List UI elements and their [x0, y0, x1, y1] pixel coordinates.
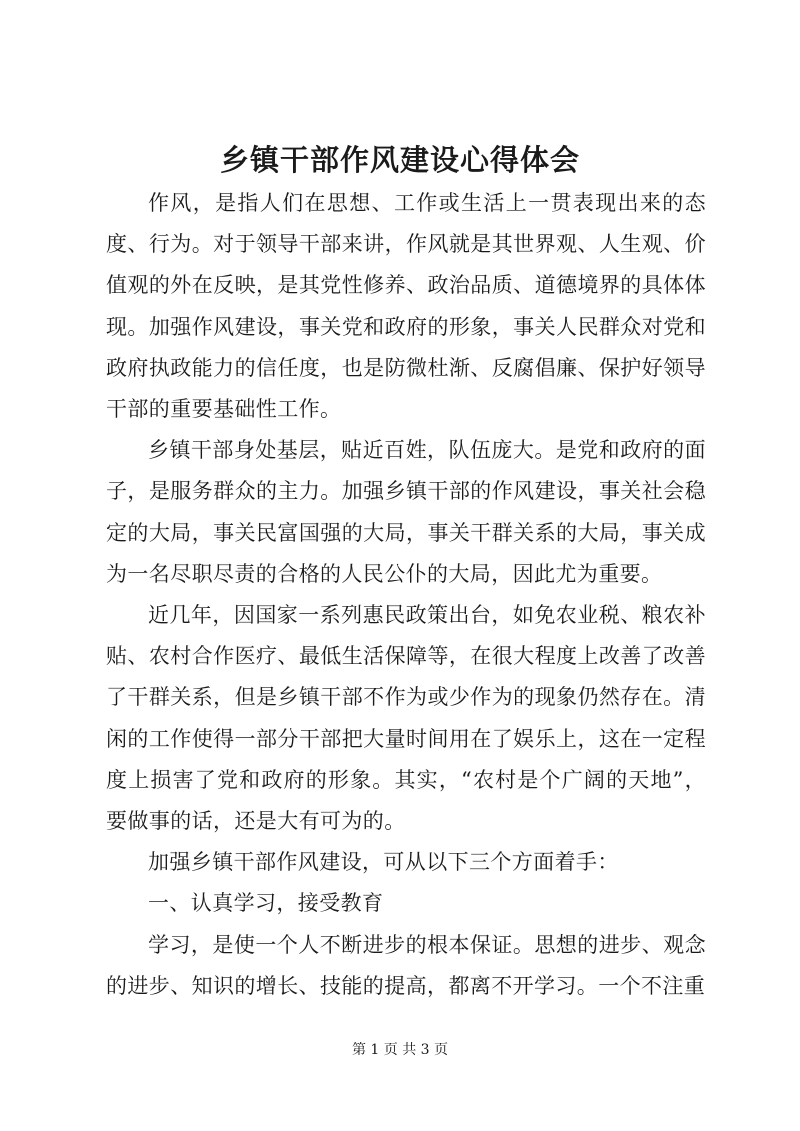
section-heading-1: 一、认真学习，接受教育 — [148, 891, 384, 916]
document-title: 乡镇干部作风建设心得体会 — [219, 143, 580, 177]
paragraph-3: 近几年，因国家一系列惠民政策出台，如免农业税、粮农补贴、农村合作医疗、最低生活保障等，在很大程度上改善了改善了干群关系，但是乡镇干部不作为或少作为的现象仍然存在。清闲的工作使得一部分干部把大量时间用在了娱乐上，这在一定程度上损害了党和政府的形象。其实，“农村是个广阔的天地”，要做事的话，还是大有可为的。 — [106, 603, 706, 834]
page-number-footer: 第 1 页 共 3 页 — [351, 1042, 449, 1058]
paragraph-5: 学习，是使一个人不断进步的根本保证。思想的进步、观念的进步、知识的增长、技能的提高，都离不开学习。一个不注重 — [106, 932, 706, 998]
paragraph-1: 作风，是指人们在思想、工作或生活上一贯表现出来的态度、行为。对于领导干部来讲，作风就是其世界观、人生观、价值观的外在反映，是其党性修养、政治品质、道德境界的具体体现。加强作风建设，事关党和政府的形象，事关人民群众对党和政府执政能力的信任度，也是防微杜渐、反腐倡廉、保护好领导干部的重要基础性工作。 — [106, 191, 706, 422]
paragraph-4: 加强乡镇干部作风建设，可从以下三个方面着手： — [148, 850, 619, 875]
paragraph-2: 乡镇干部身处基层，贴近百姓，队伍庞大。是党和政府的面子，是服务群众的主力。加强乡镇干部的作风建设，事关社会稳定的大局，事关民富国强的大局，事关干群关系的大局，事关成为一名尽职尽责的合格的人民公仆的大局，因此尤为重要。 — [106, 438, 706, 586]
document-body — [106, 183, 706, 1007]
